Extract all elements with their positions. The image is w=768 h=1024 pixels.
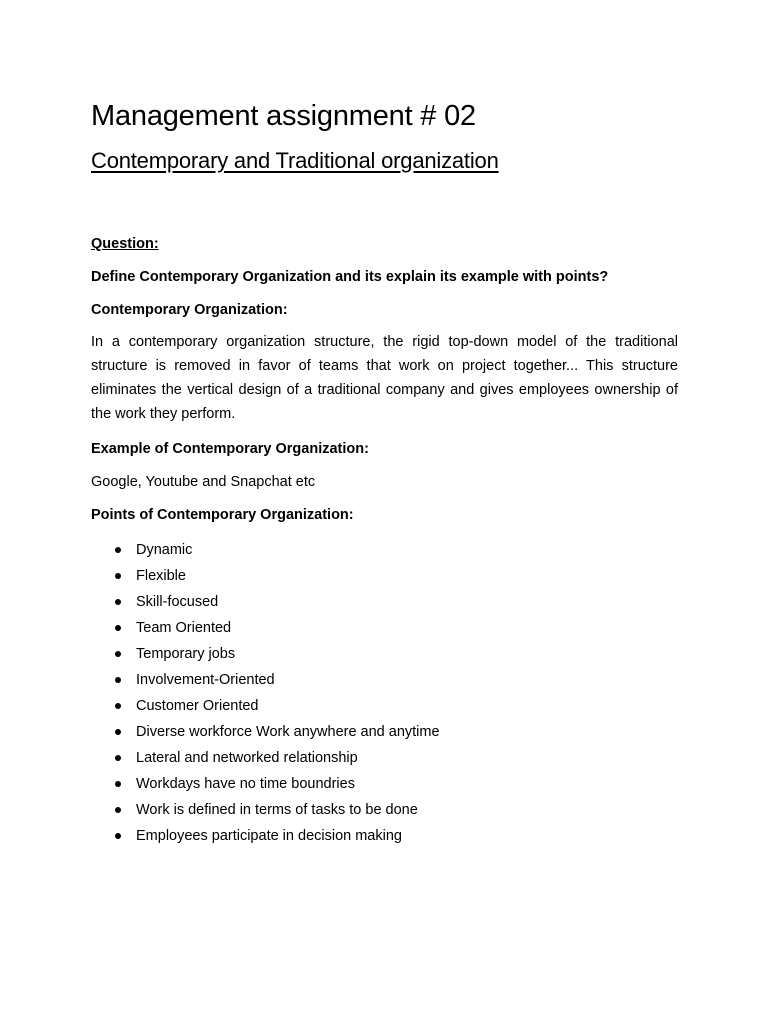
list-item-text: Skill-focused bbox=[136, 594, 219, 610]
bullet-dot-icon bbox=[115, 833, 121, 839]
list-item bbox=[91, 592, 678, 618]
list-item-text: Dynamic bbox=[136, 542, 193, 558]
definition-paragraph: In a contemporary organization structure, the rigid top-down model of the traditional structure is removed in favor of teams that work on project together... This structure eliminates the vertical design of a traditional company and gives employees ownership of the work they perform. bbox=[91, 334, 678, 422]
list-item bbox=[91, 644, 678, 670]
bullet-dot-icon bbox=[115, 599, 121, 605]
points-list bbox=[91, 540, 678, 852]
bullet-dot-icon bbox=[115, 781, 121, 787]
list-item bbox=[91, 696, 678, 722]
list-item bbox=[91, 566, 678, 592]
list-item-text: Flexible bbox=[136, 568, 186, 584]
bullet-dot-icon bbox=[115, 625, 121, 631]
list-item-text: Work is defined in terms of tasks to be done bbox=[136, 802, 418, 818]
bullet-dot-icon bbox=[115, 547, 121, 553]
list-item bbox=[91, 618, 678, 644]
document-subtitle: Contemporary and Traditional organization bbox=[91, 148, 499, 173]
question-text: Define Contemporary Organization and its explain its example with points? bbox=[91, 269, 609, 285]
list-item bbox=[91, 722, 678, 748]
list-item-text: Customer Oriented bbox=[136, 698, 259, 714]
question-label: Question: bbox=[91, 236, 159, 252]
list-item-text: Employees participate in decision making bbox=[136, 828, 402, 844]
example-text: Google, Youtube and Snapchat etc bbox=[91, 474, 316, 490]
bullet-dot-icon bbox=[115, 807, 121, 813]
list-item-text: Temporary jobs bbox=[136, 646, 236, 662]
bullet-dot-icon bbox=[115, 703, 121, 709]
list-item bbox=[91, 800, 678, 826]
list-item-text: Lateral and networked relationship bbox=[136, 750, 358, 766]
list-item-text: Team Oriented bbox=[136, 620, 232, 636]
bullet-dot-icon bbox=[115, 729, 121, 735]
list-item-text: Workdays have no time boundries bbox=[136, 776, 355, 792]
document-title: Management assignment # 02 bbox=[91, 100, 476, 132]
bullet-dot-icon bbox=[115, 755, 121, 761]
list-item-text: Involvement-Oriented bbox=[136, 672, 275, 688]
definition-heading: Contemporary Organization: bbox=[91, 302, 288, 318]
list-item bbox=[91, 748, 678, 774]
points-heading: Points of Contemporary Organization: bbox=[91, 507, 354, 523]
list-item bbox=[91, 826, 678, 852]
list-item bbox=[91, 774, 678, 800]
list-item bbox=[91, 540, 678, 566]
list-item-text: Diverse workforce Work anywhere and anytime bbox=[136, 724, 440, 740]
bullet-dot-icon bbox=[115, 573, 121, 579]
document-content bbox=[91, 96, 678, 852]
example-heading: Example of Contemporary Organization: bbox=[91, 441, 369, 457]
bullet-dot-icon bbox=[115, 677, 121, 683]
list-item bbox=[91, 670, 678, 696]
bullet-dot-icon bbox=[115, 651, 121, 657]
